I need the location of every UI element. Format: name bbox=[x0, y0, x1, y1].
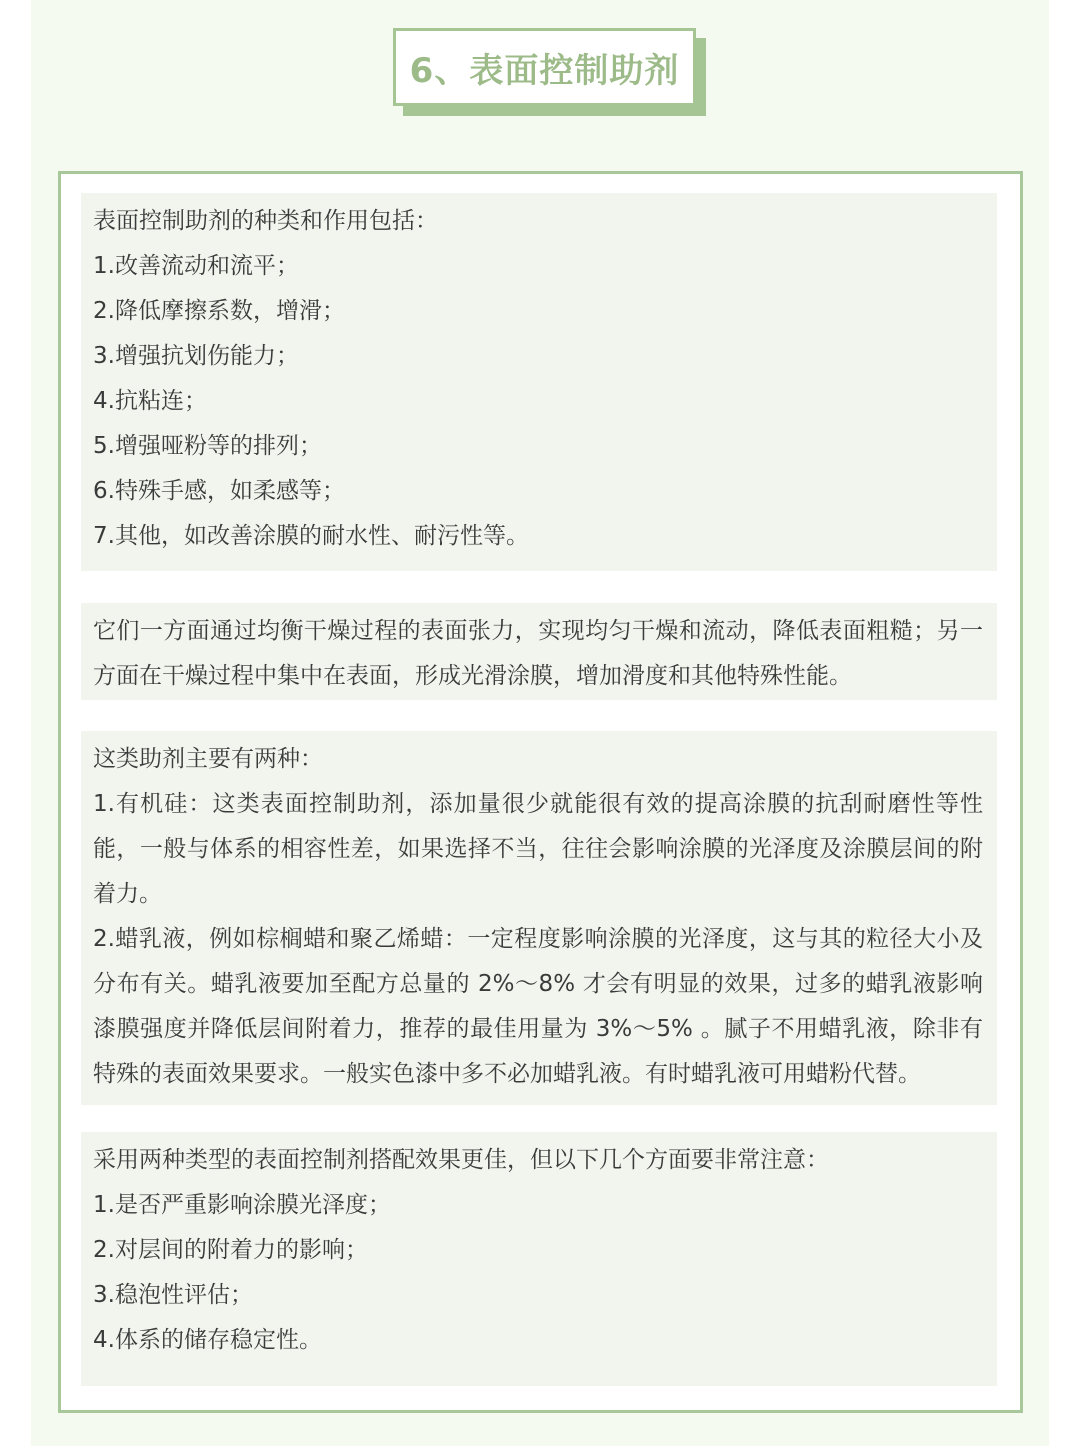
section-title-badge bbox=[393, 28, 706, 116]
card-heading: 采用两种类型的表面控制剂搭配效果更佳，但以下几个方面要非常注意： bbox=[93, 1147, 829, 1173]
card-heading: 表面控制助剂的种类和作用包括： bbox=[93, 208, 438, 234]
list-item: 2.降低摩擦系数，增滑； bbox=[93, 298, 345, 324]
list-item: 1.改善流动和流平； bbox=[93, 253, 299, 279]
wax-emulsion-paragraph: 2.蜡乳液，例如棕榈蜡和聚乙烯蜡：一定程度影响涂膜的光泽度，这与其的粒径大小及分布有关。蜡乳液要加至配方总量的 2%～8% 才会有明显的效果，过多的蜡乳液影响漆膜强度并降低层间附着力，推荐的最佳用量为 3%～5% 。腻子不用蜡乳液，除非有特殊的表面效果要求。一般实色漆中多不必加蜡乳液。有时蜡乳液可用蜡粉代替。 bbox=[93, 926, 983, 1087]
list-item: 3.增强抗划伤能力； bbox=[93, 343, 299, 369]
list-item: 4.体系的储存稳定性。 bbox=[93, 1327, 322, 1353]
list-item: 7.其他，如改善涂膜的耐水性、耐污性等。 bbox=[93, 523, 529, 549]
mechanism-paragraph: 它们一方面通过均衡干燥过程的表面张力，实现均匀干燥和流动，降低表面粗糙；另一方面在干燥过程中集中在表面，形成光滑涂膜，增加滑度和其他特殊性能。 bbox=[93, 618, 983, 689]
list-item: 1.是否严重影响涂膜光泽度； bbox=[93, 1192, 391, 1218]
list-item: 2.对层间的附着力的影响； bbox=[93, 1237, 368, 1263]
mechanism-card bbox=[81, 603, 997, 700]
card-heading: 这类助剂主要有两种： bbox=[93, 746, 323, 772]
list-item: 3.稳泡性评估； bbox=[93, 1282, 253, 1308]
section-title: 6、表面控制助剂 bbox=[393, 28, 696, 106]
silicone-paragraph: 1.有机硅：这类表面控制助剂，添加量很少就能很有效的提高涂膜的抗刮耐磨性等性能，一般与体系的相容性差，如果选择不当，往往会影响涂膜的光泽度及涂膜层间的附着力。 bbox=[93, 791, 983, 907]
list-item: 4.抗粘连； bbox=[93, 388, 207, 414]
list-item: 6.特殊手感，如柔感等； bbox=[93, 478, 345, 504]
list-item: 5.增强哑粉等的排列； bbox=[93, 433, 322, 459]
combination-notes-card bbox=[81, 1132, 997, 1386]
types-and-functions-card bbox=[81, 193, 997, 571]
additive-kinds-card bbox=[81, 731, 997, 1105]
